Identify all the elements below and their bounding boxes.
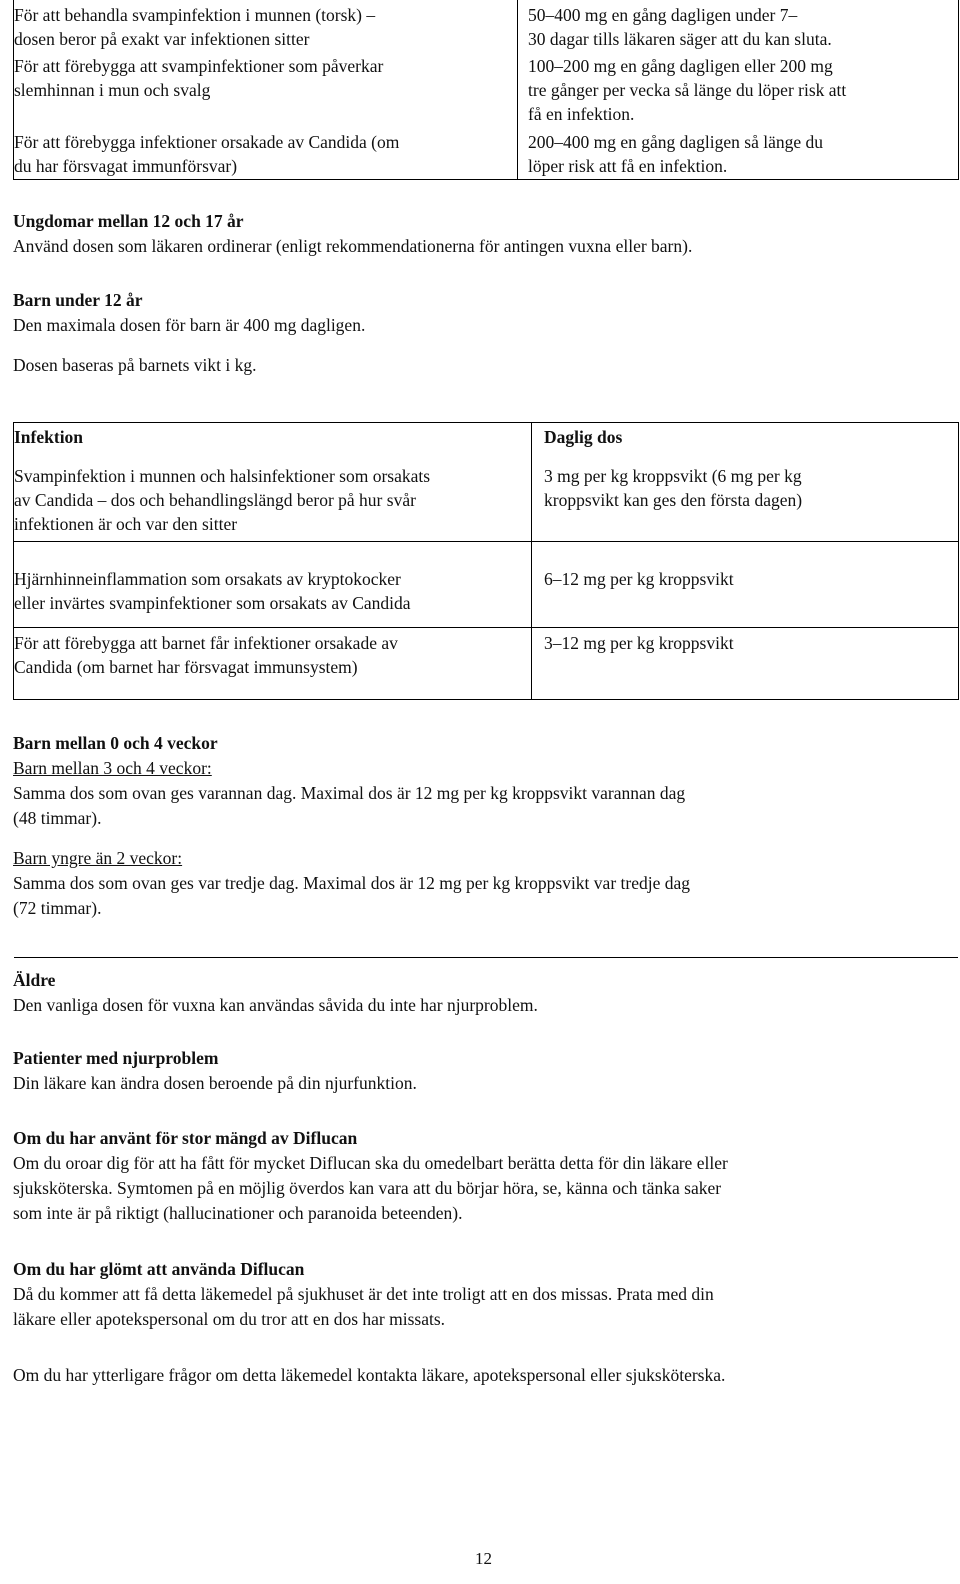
youth-section [13, 209, 948, 259]
section-text: (48 timmar). [13, 808, 102, 828]
table-cell-text: 3–12 mg per kg kroppsvikt [544, 633, 734, 653]
table-cell-text: dosen beror på exakt var infektionen sitter [14, 29, 310, 49]
table-cell-dose [544, 464, 954, 512]
table-divider [517, 0, 518, 179]
section-heading: Äldre [13, 970, 56, 990]
closing-section [13, 1363, 948, 1388]
section-text: Din läkare kan ändra dosen beroende på din njurfunktion. [13, 1073, 417, 1093]
section-text: Använd dosen som läkaren ordinerar (enligt rekommendationerna för antingen vuxna eller barn). [13, 236, 693, 256]
table-cell-text: kroppsvikt kan ges den första dagen) [544, 490, 803, 510]
table-cell-text: För att förebygga att barnet får infektioner orsakade av [14, 633, 398, 653]
section-text: som inte är på riktigt (hallucinationer och paranoida beteenden). [13, 1203, 463, 1223]
section-heading: Barn mellan 0 och 4 veckor [13, 733, 218, 753]
section-heading: Om du har använt för stor mängd av Diflucan [13, 1128, 358, 1148]
table-row-right [528, 54, 953, 126]
section-text: (72 timmar). [13, 898, 102, 918]
children-section [13, 288, 948, 378]
table-cell-text: slemhinnan i mun och svalg [14, 80, 211, 100]
table-cell-text: du har försvagat immunförsvar) [14, 156, 238, 176]
table-cell-infection [14, 567, 529, 615]
table-cell-text: Candida (om barnet har försvagat immunsystem) [14, 657, 358, 677]
section-heading: Om du har glömt att använda Diflucan [13, 1259, 305, 1279]
section-text: Samma dos som ovan ges varannan dag. Maximal dos är 12 mg per kg kroppsvikt varannan dag [13, 783, 686, 803]
table-cell-text: få en infektion. [528, 104, 635, 124]
table-header-dose: Daglig dos [544, 427, 623, 447]
section-text: sjuksköterska. Symtomen på en möjlig överdos kan vara att du börjar höra, se, känna och tänka saker [13, 1178, 722, 1198]
table-cell-dose [544, 631, 954, 655]
table-cell-text: 200–400 mg en gång dagligen så länge du [528, 132, 824, 152]
table-cell-text: 50–400 mg en gång dagligen under 7– [528, 5, 798, 25]
table-cell-text: 30 dagar tills läkaren säger att du kan sluta. [528, 29, 832, 49]
table-cell-infection [14, 631, 529, 679]
table-cell-text: infektionen är och var den sitter [14, 514, 238, 534]
infants-section [13, 731, 948, 921]
section-text: Den vanliga dosen för vuxna kan användas såvida du inte har njurproblem. [13, 995, 538, 1015]
elderly-section [13, 968, 948, 1018]
table-row-left [14, 3, 509, 51]
table-cell-text: eller invärtes svampinfektioner som orsakats av Candida [14, 593, 411, 613]
section-text: Om du oroar dig för att ha fått för mycket Diflucan ska du omedelbart berätta detta för din läkare eller [13, 1153, 728, 1173]
child-dose-table [13, 422, 959, 700]
table-row-left [14, 54, 509, 102]
table-cell-text: löper risk att få en infektion. [528, 156, 728, 176]
section-text: Samma dos som ovan ges var tredje dag. Maximal dos är 12 mg per kg kroppsvikt var tredje dag [13, 873, 690, 893]
table-cell-text: För att förebygga att svampinfektioner som påverkar [14, 56, 384, 76]
row-divider [14, 627, 958, 628]
table-cell-text: av Candida – dos och behandlingslängd beror på hur svår [14, 490, 416, 510]
section-text: Den maximala dosen för barn är 400 mg dagligen. [13, 315, 366, 335]
table-cell-infection [14, 464, 529, 536]
adult-dose-table [13, 0, 959, 180]
page-number: 12 [475, 1549, 492, 1568]
table-cell-text: För att förebygga infektioner orsakade av Candida (om [14, 132, 400, 152]
table-cell-text: Hjärnhinneinflammation som orsakats av kryptokocker [14, 569, 401, 589]
table-header-infection: Infektion [14, 427, 84, 447]
section-text: Då du kommer att få detta läkemedel på sjukhuset är det inte troligt att en dos missas. Prata med din [13, 1284, 714, 1304]
forgot-section [13, 1257, 948, 1332]
section-heading: Ungdomar mellan 12 och 17 år [13, 211, 244, 231]
section-heading: Patienter med njurproblem [13, 1048, 219, 1068]
table-cell-dose [544, 567, 954, 591]
table-row-right [528, 130, 953, 178]
section-heading: Barn under 12 år [13, 290, 143, 310]
table-cell-text: 3 mg per kg kroppsvikt (6 mg per kg [544, 466, 802, 486]
subheading: Barn mellan 3 och 4 veckor: [13, 758, 212, 778]
row-divider [14, 541, 958, 542]
table-row-right [528, 3, 953, 51]
table-cell-text: tre gånger per vecka så länge du löper risk att [528, 80, 847, 100]
table-cell-text: 100–200 mg en gång dagligen eller 200 mg [528, 56, 833, 76]
kidney-section [13, 1046, 948, 1096]
table-cell-text: Svampinfektion i munnen och halsinfektioner som orsakats [14, 466, 431, 486]
overdose-section [13, 1126, 948, 1226]
section-text: Dosen baseras på barnets vikt i kg. [13, 355, 257, 375]
subheading: Barn yngre än 2 veckor: [13, 848, 183, 868]
table-row-left [14, 130, 509, 178]
section-text: läkare eller apotekspersonal om du tror att en dos har missats. [13, 1309, 446, 1329]
table-cell-text: För att behandla svampinfektion i munnen (torsk) – [14, 5, 376, 25]
table-cell-text: 6–12 mg per kg kroppsvikt [544, 569, 734, 589]
closing-text: Om du har ytterligare frågor om detta läkemedel kontakta läkare, apotekspersonal eller sjuksköterska. [13, 1365, 726, 1385]
